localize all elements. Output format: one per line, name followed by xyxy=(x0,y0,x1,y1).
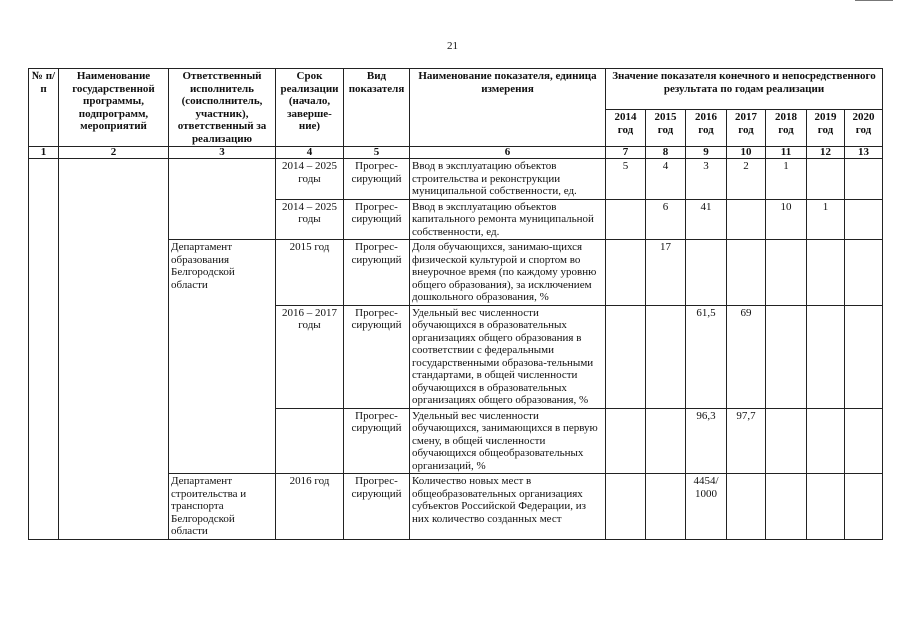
cell-value xyxy=(807,474,845,540)
column-number: 11 xyxy=(766,147,807,159)
header-program: Наименование государственной программы, подпрограмм, мероприятий xyxy=(59,69,169,147)
header-year: 2016 год xyxy=(686,110,727,147)
cell-value xyxy=(606,408,646,474)
cell-value: 1 xyxy=(766,159,807,200)
cell-value: 2 xyxy=(727,159,766,200)
column-number: 7 xyxy=(606,147,646,159)
column-number: 6 xyxy=(410,147,606,159)
cell-value: 4 xyxy=(646,159,686,200)
cell-executor-construction: Департамент строительства и транспорта Белгородской области xyxy=(169,474,276,540)
cell-term: 2015 год xyxy=(276,240,344,306)
header-type: Вид показателя xyxy=(344,69,410,147)
cell-type: Прогрес-сирующий xyxy=(344,199,410,240)
cell-value xyxy=(646,305,686,408)
cell-type: Прогрес-сирующий xyxy=(344,305,410,408)
cell-term: 2016 год xyxy=(276,474,344,540)
cell-value xyxy=(606,305,646,408)
header-indicator: Наименование показателя, единица измерения xyxy=(410,69,606,147)
cell-value: 3 xyxy=(686,159,727,200)
cell-value xyxy=(606,199,646,240)
cell-type: Прогрес-сирующий xyxy=(344,240,410,306)
cell-indicator: Удельный вес численности обучающихся в образовательных организациях общего образования в соответствии с федеральными государственными образова-тельными стандартами, в общей численности обучающихся в образовательных организациях общего образования, % xyxy=(410,305,606,408)
cell-value xyxy=(646,474,686,540)
cell-value: 17 xyxy=(646,240,686,306)
column-number: 4 xyxy=(276,147,344,159)
cell-value xyxy=(845,474,883,540)
cell-value: 10 xyxy=(766,199,807,240)
cell-value xyxy=(845,240,883,306)
table-row xyxy=(29,159,883,200)
cell-term: 2014 – 2025 годы xyxy=(276,199,344,240)
cell-value: 4454/ 1000 xyxy=(686,474,727,540)
cell-value: 96,3 xyxy=(686,408,727,474)
column-number: 2 xyxy=(59,147,169,159)
cell-indicator: Ввод в эксплуатацию объектов строительства и реконструкции муниципальной собственности, ед. xyxy=(410,159,606,200)
cell-executor-education: Департамент образования Белгородской области xyxy=(169,240,276,474)
cell-program xyxy=(59,159,169,540)
cell-value: 5 xyxy=(606,159,646,200)
cell-value: 1 xyxy=(807,199,845,240)
header-executor: Ответственный исполнитель (соисполнитель, участник), ответственный за реализацию xyxy=(169,69,276,147)
header-year: 2018 год xyxy=(766,110,807,147)
cell-value: 97,7 xyxy=(727,408,766,474)
cell-value: 41 xyxy=(686,199,727,240)
cell-indicator: Доля обучающихся, занимаю-щихся физической культурой и спортом во внеурочное время (по каждому уровню общего образования), за исключением дошкольного образования, % xyxy=(410,240,606,306)
cell-type: Прогрес-сирующий xyxy=(344,408,410,474)
cell-value xyxy=(845,305,883,408)
header-year: 2014 год xyxy=(606,110,646,147)
cell-value xyxy=(727,199,766,240)
cell-value xyxy=(766,474,807,540)
header-term: Срок реализации (начало, заверше-ние) xyxy=(276,69,344,147)
cell-value xyxy=(766,240,807,306)
column-number: 10 xyxy=(727,147,766,159)
column-number: 1 xyxy=(29,147,59,159)
column-number: 12 xyxy=(807,147,845,159)
cell-term xyxy=(276,408,344,474)
cell-type: Прогрес-сирующий xyxy=(344,474,410,540)
header-year: 2020 год xyxy=(845,110,883,147)
cell-value xyxy=(807,305,845,408)
cell-value xyxy=(845,199,883,240)
cell-term: 2014 – 2025 годы xyxy=(276,159,344,200)
cell-value xyxy=(686,240,727,306)
column-number: 8 xyxy=(646,147,686,159)
cell-indicator: Удельный вес численности обучающихся, занимающихся в первую смену, в общей численности обучающихся общеобразовательных организаций, % xyxy=(410,408,606,474)
header-num: № п/п xyxy=(29,69,59,147)
cell-value xyxy=(845,159,883,200)
cell-indicator: Количество новых мест в общеобразовательных организациях субъектов Российской Федерации, из них количество созданных мест xyxy=(410,474,606,540)
column-number: 9 xyxy=(686,147,727,159)
cell-value: 61,5 xyxy=(686,305,727,408)
cell-value xyxy=(606,240,646,306)
page-number: 21 xyxy=(447,40,458,52)
cell-value: 69 xyxy=(727,305,766,408)
cell-num xyxy=(29,159,59,540)
header-year: 2019 год xyxy=(807,110,845,147)
cell-value xyxy=(646,408,686,474)
cell-value xyxy=(766,305,807,408)
cell-value xyxy=(606,474,646,540)
indicators-table xyxy=(28,68,883,540)
header-row xyxy=(29,69,883,110)
header-year: 2017 год xyxy=(727,110,766,147)
cell-value xyxy=(845,408,883,474)
cell-value xyxy=(807,408,845,474)
cell-value xyxy=(766,408,807,474)
column-number: 13 xyxy=(845,147,883,159)
column-number: 3 xyxy=(169,147,276,159)
header-value-group: Значение показателя конечного и непосредственного результата по годам реализации xyxy=(606,69,883,110)
cell-value: 6 xyxy=(646,199,686,240)
header-year: 2015 год xyxy=(646,110,686,147)
cell-value xyxy=(727,240,766,306)
page-edge-line xyxy=(855,0,893,1)
cell-value xyxy=(807,240,845,306)
cell-value xyxy=(727,474,766,540)
cell-value xyxy=(807,159,845,200)
column-numbers-row xyxy=(29,147,883,159)
cell-type: Прогрес-сирующий xyxy=(344,159,410,200)
column-number: 5 xyxy=(344,147,410,159)
cell-executor xyxy=(169,159,276,240)
cell-term: 2016 – 2017 годы xyxy=(276,305,344,408)
cell-indicator: Ввод в эксплуатацию объектов капитального ремонта муниципальной собственности, ед. xyxy=(410,199,606,240)
